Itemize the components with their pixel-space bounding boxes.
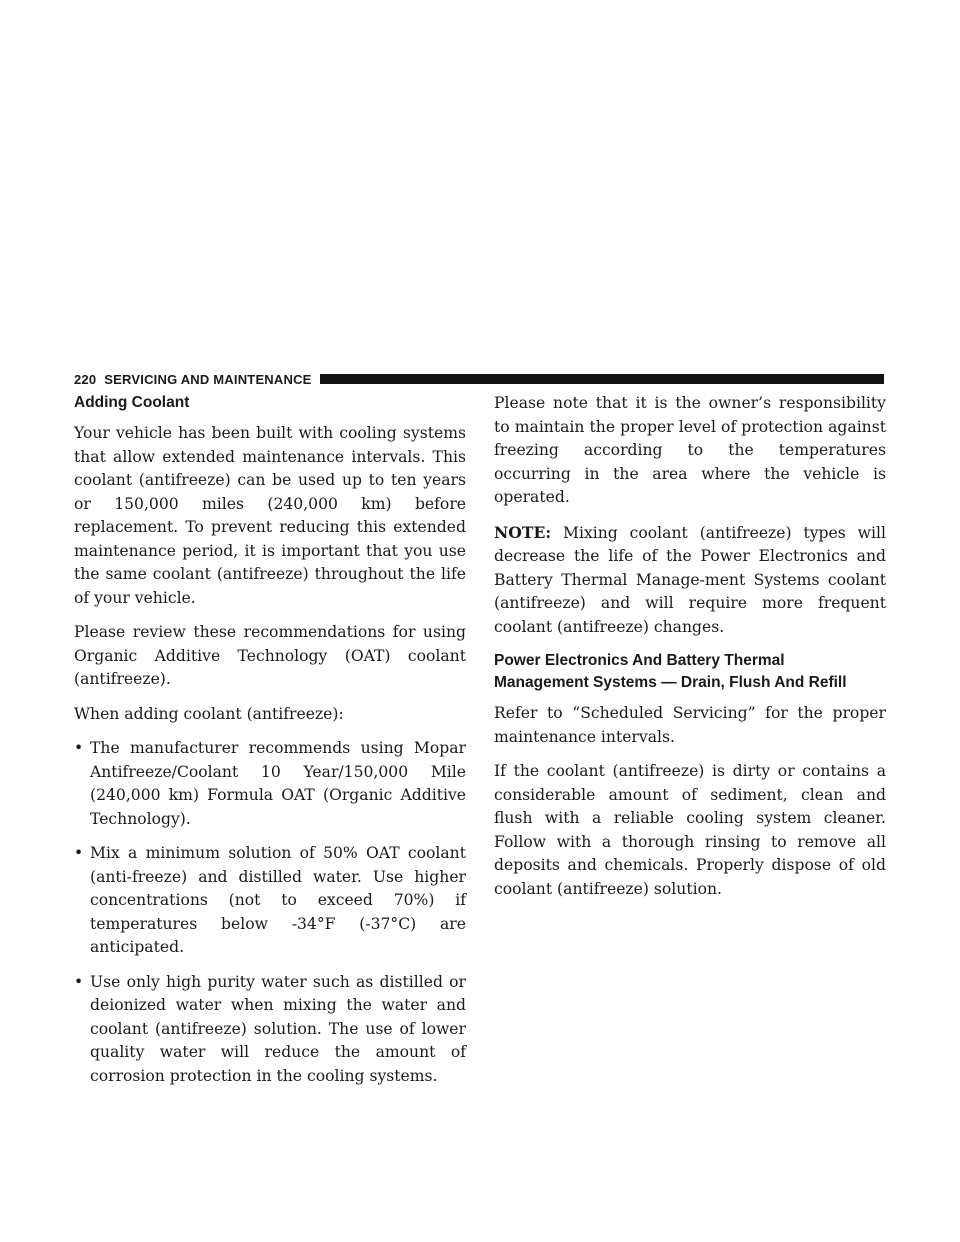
list-item bbox=[74, 971, 466, 1089]
note-text: Mixing coolant (antifreeze) types will decrease the life of the Power Electronics and Battery Thermal Manage-ment Systems coolant (antifreeze) and will require more frequent coolant (antifreeze) changes. bbox=[494, 523, 886, 636]
left-column bbox=[74, 392, 466, 1099]
bullet-text: The manufacturer recommends using Mopar Antifreeze/Coolant 10 Year/150,000 Mile (240,000 km) Formula OAT (Organic Additive Technology). bbox=[90, 739, 466, 828]
coolant-bullet-list bbox=[74, 737, 466, 1088]
list-item bbox=[74, 842, 466, 960]
right-column bbox=[494, 392, 886, 912]
owner-responsibility-paragraph: Please note that it is the owner’s responsibility to maintain the proper level of protection against freezing according to the temperatures occurring in the area where the vehicle is operated. bbox=[494, 394, 886, 506]
header-rule bbox=[320, 374, 884, 384]
when-adding-paragraph: When adding coolant (antifreeze): bbox=[74, 704, 344, 723]
page-number: 220 bbox=[74, 371, 97, 387]
list-item bbox=[74, 737, 466, 831]
recommendations-paragraph: Please review these recommendations for using Organic Additive Technology (OAT) coolant (antifreeze). bbox=[74, 623, 466, 688]
bullet-icon: • bbox=[74, 972, 84, 991]
page-header bbox=[74, 368, 884, 390]
section-title: SERVICING AND MAINTENANCE bbox=[104, 371, 312, 387]
heading-line-2: Management Systems — Drain, Flush And Refill bbox=[494, 674, 847, 691]
note-label: NOTE: bbox=[494, 522, 552, 542]
adding-coolant-heading: Adding Coolant bbox=[74, 394, 190, 411]
drain-flush-refill-heading bbox=[494, 650, 886, 694]
note-paragraph bbox=[494, 521, 886, 640]
bullet-text: Mix a minimum solution of 50% OAT coolant (anti-freeze) and distilled water. Use higher concentrations (not to exceed 70%) if temperatures below -34°F (-37°C) are anticipated. bbox=[90, 844, 466, 956]
intro-paragraph: Your vehicle has been built with cooling systems that allow extended maintenance intervals. This coolant (antifreeze) can be used up to ten years or 150,000 miles (240,000 km) before replacement. To prevent reducing this extended maintenance period, it is important that you use the same coolant (antifreeze) throughout the life of your vehicle. bbox=[74, 424, 466, 607]
heading-line-1: Power Electronics And Battery Thermal bbox=[494, 652, 785, 669]
bullet-icon: • bbox=[74, 844, 84, 862]
bullet-text: Use only high purity water such as distilled or deionized water when mixing the water and coolant (antifreeze) solution. The use of lower quality water will reduce the amount of corrosion protection in the cooling systems. bbox=[90, 972, 466, 1085]
flush-instructions-paragraph: If the coolant (antifreeze) is dirty or contains a considerable amount of sediment, clean and flush with a reliable cooling system cleaner. Follow with a thorough rinsing to remove all deposits and chemicals. Properly dispose of old coolant (antifreeze) solution. bbox=[494, 762, 886, 898]
scheduled-servicing-paragraph: Refer to “Scheduled Servicing” for the proper maintenance intervals. bbox=[494, 704, 886, 746]
bullet-icon: • bbox=[74, 739, 84, 757]
